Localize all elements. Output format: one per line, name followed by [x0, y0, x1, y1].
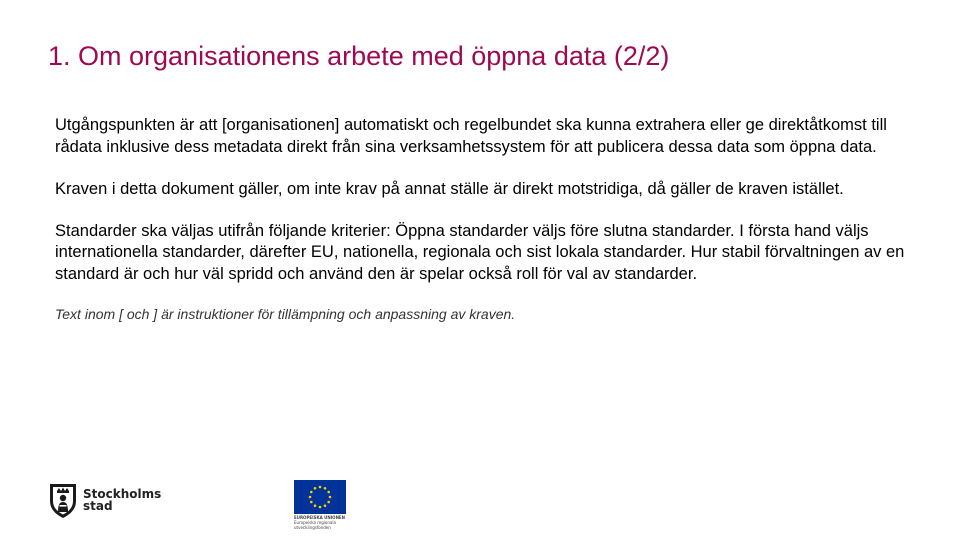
city-name-line1: Stockholms: [83, 487, 162, 501]
eu-fund-logo: [294, 480, 348, 532]
paragraph-requirements-scope: Kraven i detta dokument gäller, om inte krav på annat ställe är direkt motstridiga, då gäller de kraven istället.: [55, 180, 844, 198]
paragraph-standards-criteria: Standarder ska väljas utifrån följande kriterier: Öppna standarder väljs före slutna standarder. I första hand väljs internationella standarder, därefter EU, nationella, regionala och sist lokala standarder. Hur stabil förvaltningen av en standard är och hur väl spridd och använd den är spelar också roll för val av standarder.: [55, 221, 905, 283]
eu-caption: [294, 515, 348, 530]
paragraph-starting-point: Utgångspunkten är att [organisationen] automatiskt och regelbundet ska kunna extrahera eller ge direktåtkomst till rådata inklusive dess metadata direkt från sina verksamhetssystem för att publicera dessa data som öppna data.: [55, 116, 887, 156]
stockholm-crest-icon: [48, 481, 78, 519]
slide-body: [55, 115, 925, 324]
eu-caption-line1: EUROPEISKA UNIONEN: [294, 515, 345, 520]
slide-title: 1. Om organisationens arbete med öppna data (2/2): [48, 41, 670, 71]
city-name-line2: stad: [83, 499, 113, 513]
eu-caption-line2: Europeiska regionala: [294, 520, 336, 525]
instruction-note: Text inom [ och ] är instruktioner för tillämpning och anpassning av kraven.: [55, 306, 516, 322]
footer-logos: [48, 480, 368, 532]
eu-flag-icon: [294, 480, 346, 514]
stockholm-city-logo: [48, 480, 161, 520]
eu-caption-line3: utvecklingsfonden: [294, 525, 331, 530]
city-name: [83, 488, 161, 512]
